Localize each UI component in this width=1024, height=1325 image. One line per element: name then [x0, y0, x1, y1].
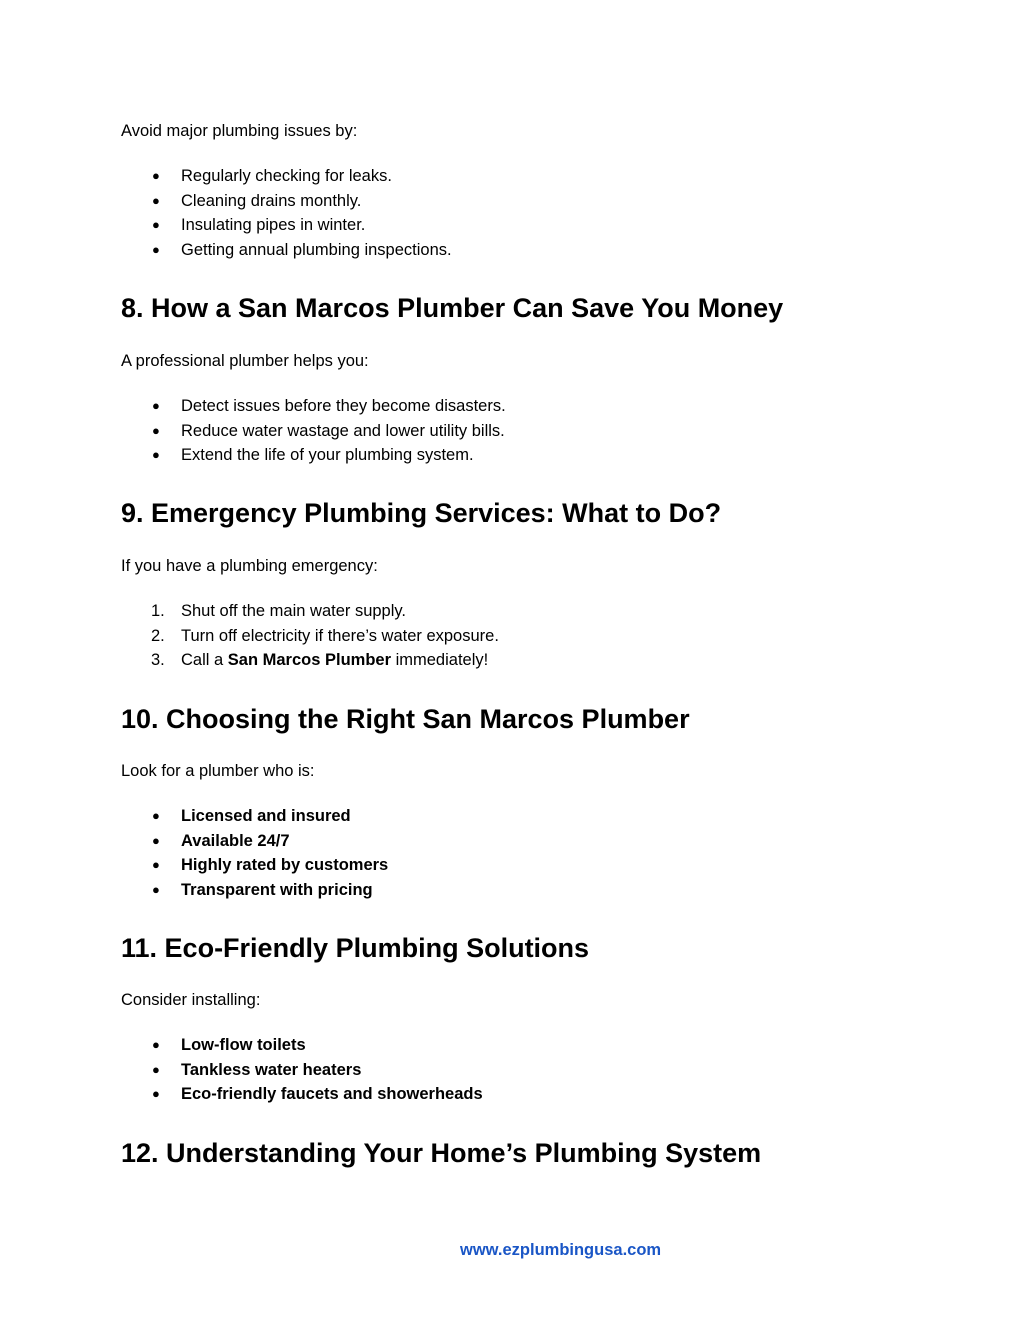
- list-number: 2.: [151, 626, 165, 645]
- section-11-list: [121, 1035, 483, 1109]
- section-8-heading: 8. How a San Marcos Plumber Can Save You Money: [121, 293, 784, 323]
- section-8-intro: A professional plumber helps you:: [121, 352, 369, 370]
- bullet-icon: ●: [152, 192, 160, 208]
- section-12-heading: 12. Understanding Your Home’s Plumbing System: [121, 1138, 762, 1168]
- list-number: 3.: [151, 651, 165, 669]
- section-10-intro: Look for a plumber who is:: [121, 762, 315, 780]
- list-item: ● Transparent with pricing: [152, 880, 373, 899]
- section-11-intro: Consider installing:: [121, 991, 261, 1009]
- list-item: ● Detect issues before they become disasters.: [152, 397, 506, 415]
- list-item: 2. Turn off electricity if there’s water exposure.: [151, 626, 499, 645]
- bullet-icon: ●: [152, 1086, 160, 1101]
- bullet-icon: ●: [152, 241, 160, 257]
- list-item: 1. Shut off the main water supply.: [151, 602, 407, 620]
- list-item: ● Extend the life of your plumbing system.: [152, 446, 474, 464]
- list-item: ● Regularly checking for leaks.: [152, 167, 392, 185]
- bullet-icon: ●: [152, 398, 160, 413]
- bullet-icon: ●: [152, 1061, 160, 1077]
- bullet-icon: ●: [152, 422, 160, 438]
- section-7-intro: Avoid major plumbing issues by:: [121, 122, 358, 140]
- section-9-intro: If you have a plumbing emergency:: [121, 557, 378, 575]
- section-11-heading: 11. Eco-Friendly Plumbing Solutions: [121, 933, 590, 963]
- list-item: ● Highly rated by customers: [152, 856, 389, 874]
- section-7-list: [121, 166, 452, 264]
- bullet-icon: ●: [152, 168, 160, 183]
- list-item: ● Insulating pipes in winter.: [152, 216, 366, 234]
- bullet-icon: ●: [152, 217, 160, 232]
- list-item: ● Reduce water wastage and lower utility bills.: [152, 421, 505, 440]
- section-9-list: [121, 601, 499, 675]
- section-10-heading: 10. Choosing the Right San Marcos Plumber: [121, 704, 690, 734]
- list-item: 3. Call a San Marcos Plumber immediately!: [151, 651, 489, 669]
- section-8-list: [121, 396, 506, 470]
- bullet-icon: ●: [152, 881, 160, 897]
- emphasis-text: San Marcos Plumber: [227, 651, 392, 669]
- bullet-icon: ●: [152, 857, 160, 872]
- bullet-icon: ●: [152, 1037, 160, 1052]
- list-item: ● Tankless water heaters: [152, 1060, 362, 1079]
- bullet-icon: ●: [152, 832, 160, 848]
- bullet-icon: ●: [152, 447, 160, 462]
- list-item: ● Available 24/7: [152, 831, 290, 850]
- list-item: ● Licensed and insured: [152, 807, 351, 825]
- list-item: ● Low-flow toilets: [152, 1036, 306, 1054]
- list-item: ● Eco-friendly faucets and showerheads: [152, 1085, 483, 1103]
- footer-website-link[interactable]: www.ezplumbingusa.com: [460, 1241, 662, 1259]
- bullet-icon: ●: [152, 808, 160, 823]
- section-10-list: [121, 806, 388, 904]
- list-item: ● Cleaning drains monthly.: [152, 191, 362, 210]
- list-item: ● Getting annual plumbing inspections.: [152, 240, 452, 259]
- list-number: 1.: [151, 602, 165, 620]
- section-9-heading: 9. Emergency Plumbing Services: What to Do?: [121, 498, 722, 528]
